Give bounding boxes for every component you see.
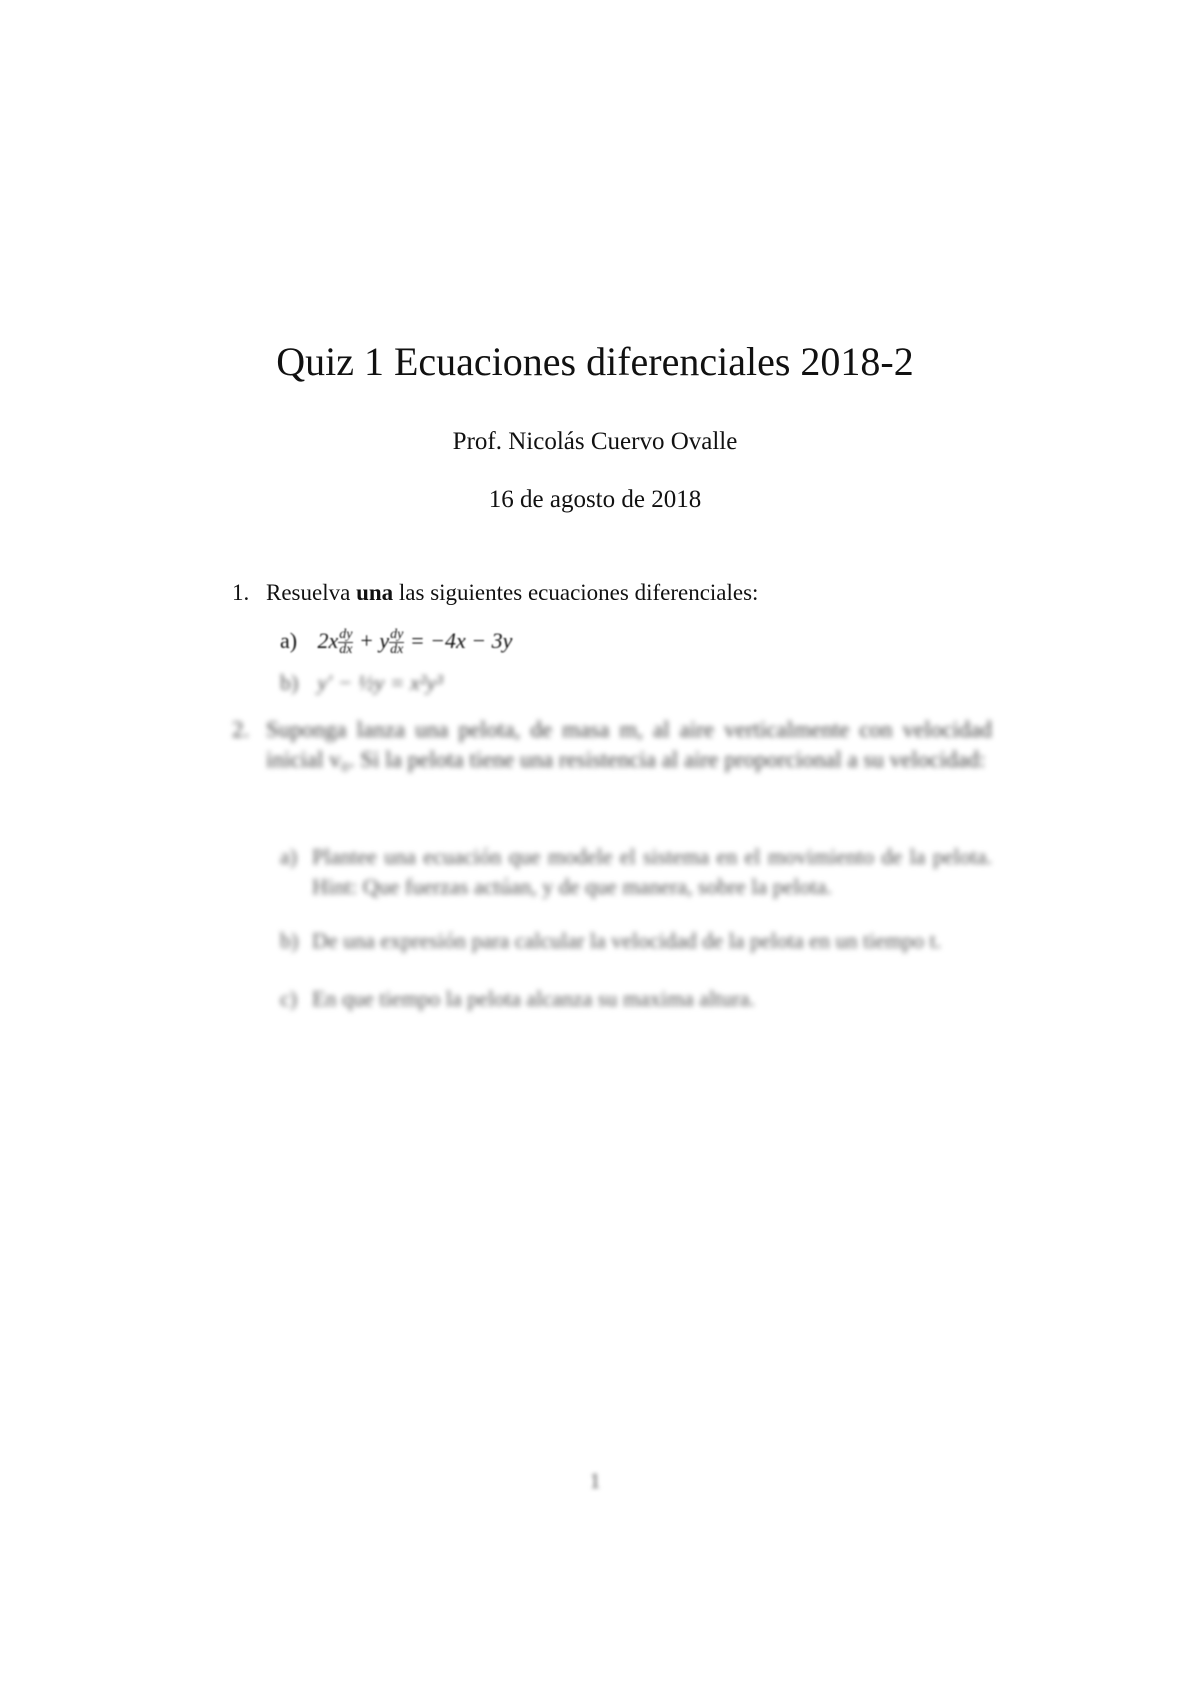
- equation: y′ − ½y = x²y³: [317, 670, 443, 695]
- subitem-text: De una expresión para calcular la velocidad de la pelota en un tiempo t.: [312, 928, 942, 953]
- question-1: [232, 578, 992, 608]
- subitem-2c: [280, 984, 992, 1014]
- subitem-text: Plantee una ecuación que modele el sistema en el movimiento de la pelota. Hint: Que fuerzas actúan, y de que manera, sobre la pelota.: [312, 844, 992, 899]
- page-number: 1: [589, 1468, 601, 1493]
- subitem-2b: [280, 926, 992, 956]
- question-number: 1.: [232, 580, 250, 605]
- subitem-1a: [280, 626, 512, 657]
- subitem-label: a): [280, 844, 298, 869]
- question-text: Resuelva una las siguientes ecuaciones diferenciales:: [266, 580, 759, 605]
- page-title: Quiz 1 Ecuaciones diferenciales 2018-2: [276, 339, 914, 384]
- subitem-text: En que tiempo la pelota alcanza su maxima altura.: [312, 986, 755, 1011]
- date-line: 16 de agosto de 2018: [488, 486, 702, 513]
- subitem-label: b): [280, 928, 299, 953]
- subitem-label: c): [280, 986, 298, 1011]
- subitem-label: b): [280, 670, 299, 695]
- question-2: [232, 715, 992, 775]
- subitem-2a: [280, 842, 992, 902]
- equation: 2x $\frac{dy}{dx}$ + y $\frac{dy}{dx}$ = −4x − 3y: [317, 627, 513, 658]
- subitem-label: a): [280, 628, 298, 653]
- author-line: Prof. Nicolás Cuervo Ovalle: [452, 428, 738, 455]
- subitem-1b: [280, 668, 443, 698]
- question-number: 2.: [232, 717, 250, 742]
- question-text: Suponga lanza una pelota, de masa m, al aire verticalmente con velocidad inicial v₀. Si la pelota tiene una resistencia al aire proporcional a su velocidad:: [266, 717, 992, 772]
